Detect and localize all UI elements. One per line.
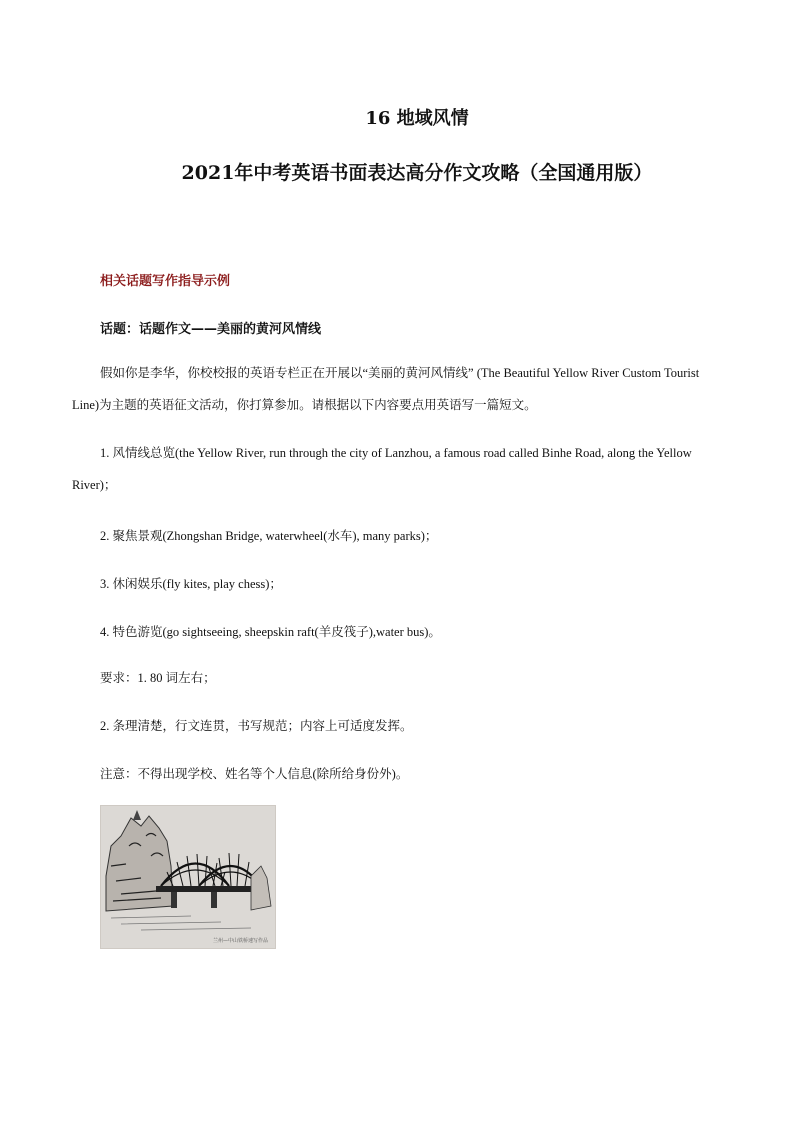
bridge-sketch-image (100, 805, 276, 949)
document-subtitle: 2021年中考英语书面表达高分作文攻略（全国通用版） (181, 162, 653, 184)
intro-paragraph: 假如你是李华，你校校报的英语专栏正在开展以“美丽的黄河风情线” (The Beautiful Yellow River Custom Tourist Line)为主题的英语征文活动，你打算参加。请根据以下内容要点用英语写一篇短文。 (72, 366, 700, 412)
point-3: 3. 休闲娱乐(fly kites, play chess)； (100, 577, 282, 591)
sketch-caption: 兰州—中山铁桥速写作品 (213, 938, 269, 944)
point-1: 1. 风情线总览(the Yellow River, run through the city of Lanzhou, a famous road called Binhe Road, along the Yellow River)； (72, 446, 692, 492)
section-heading: 相关话题写作指导示例 (100, 274, 231, 289)
note-line: 注意：不得出现学校、姓名等个人信息(除所给身份外)。 (100, 767, 409, 781)
point-2: 2. 聚焦景观(Zhongshan Bridge, waterwheel(水车), many parks)； (100, 529, 438, 543)
topic-line: 话题：话题作文——美丽的黄河风情线 (100, 322, 322, 337)
point-4: 4. 特色游览(go sightseeing, sheepskin raft(羊皮筏子),water bus)。 (100, 625, 441, 639)
requirement-2: 2. 条理清楚，行文连贯，书写规范；内容上可适度发挥。 (100, 719, 413, 733)
document-title: 16 地域风情 (365, 108, 469, 129)
requirement-1: 要求：1. 80 词左右； (100, 671, 216, 685)
bridge-sketch-drawing (101, 806, 275, 948)
